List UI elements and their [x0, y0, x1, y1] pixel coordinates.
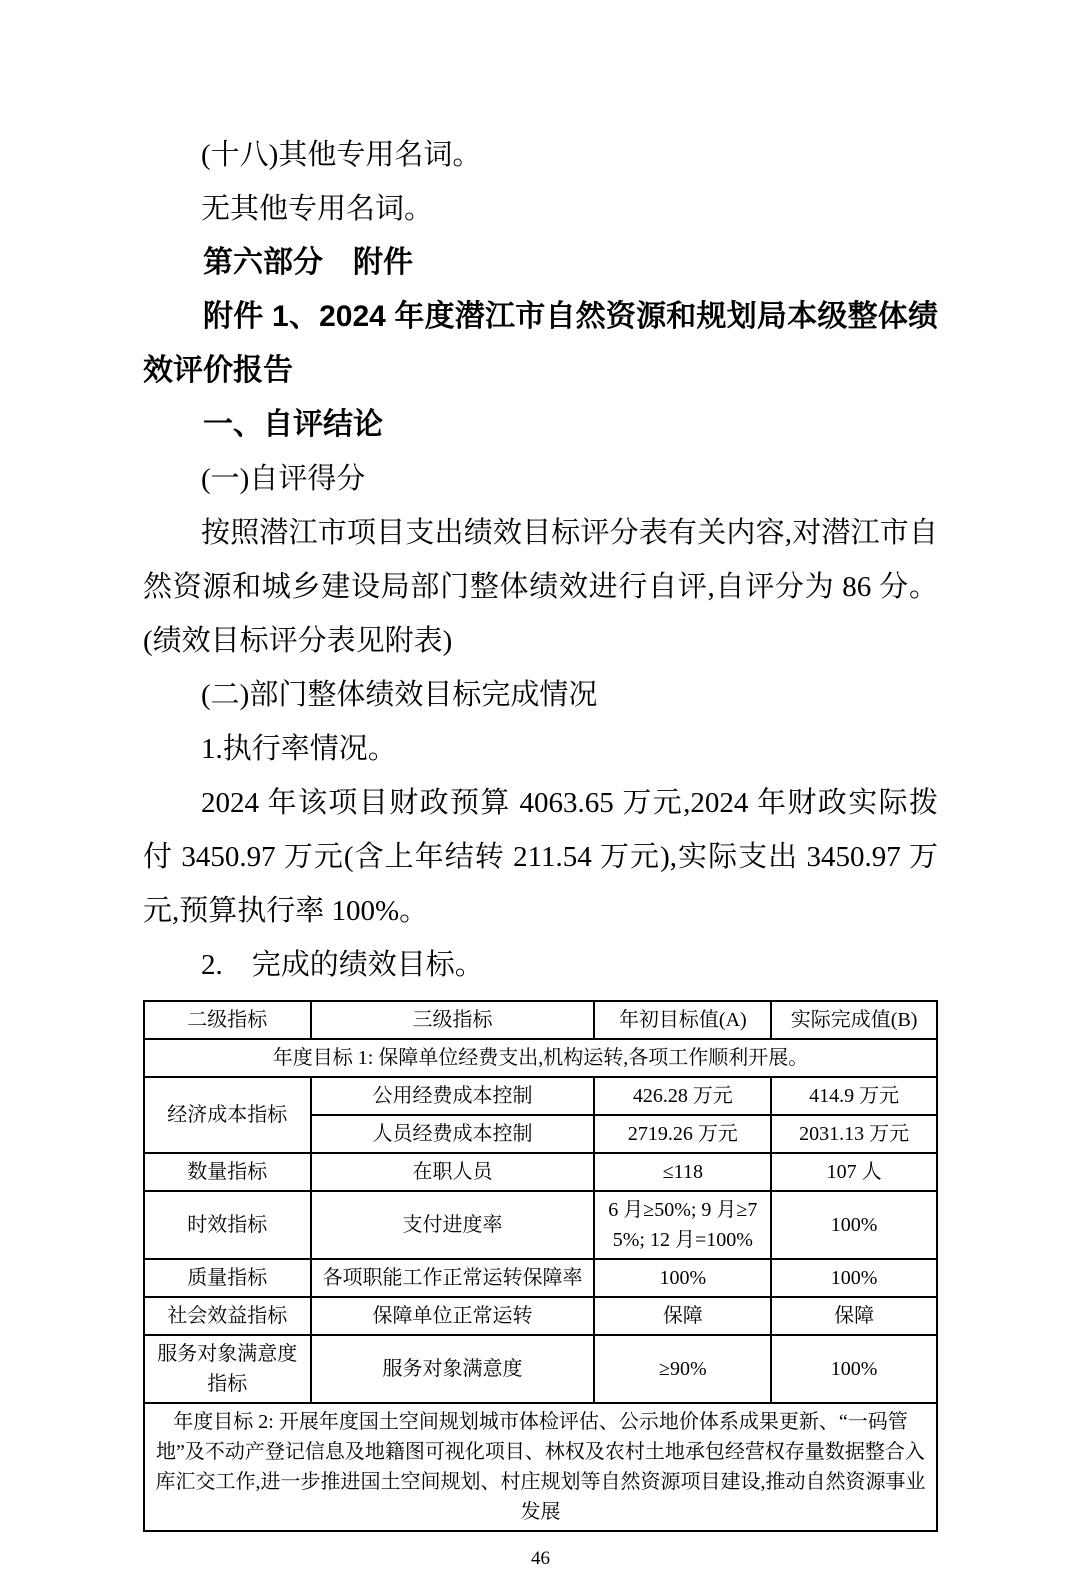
- cell-economic-label: 经济成本指标: [144, 1077, 311, 1153]
- table-row-quality: [144, 1259, 937, 1297]
- cell-satisfaction-label: 服务对象满意度指标: [144, 1335, 311, 1403]
- paragraph-execution-body: 2024 年该项目财政预算 4063.65 万元,2024 年财政实际拨付 3450.97 万元(含上年结转 211.54 万元),实际支出 3450.97 万元,预算执行率 100%。: [143, 787, 938, 927]
- cell-economic-actual-1: 414.9 万元: [771, 1077, 937, 1115]
- table-row-satisfaction: [144, 1335, 937, 1403]
- cell-social-actual: 保障: [771, 1297, 937, 1335]
- cell-quality-indicator: 各项职能工作正常运转保障率: [311, 1259, 595, 1297]
- table-row-annual-goal-1: [144, 1039, 937, 1077]
- table-row-annual-goal-2: [144, 1403, 937, 1531]
- cell-quality-target: 100%: [594, 1259, 771, 1297]
- cell-quantity-label: 数量指标: [144, 1153, 311, 1191]
- cell-economic-indicator-2: 人员经费成本控制: [311, 1115, 595, 1153]
- table-row-quantity: [144, 1153, 937, 1191]
- table-row-timeliness: [144, 1191, 937, 1259]
- cell-quality-actual: 100%: [771, 1259, 937, 1297]
- paragraph-execution-heading: 1.执行率情况。: [201, 733, 397, 765]
- cell-satisfaction-actual: 100%: [771, 1335, 937, 1403]
- cell-quality-label: 质量指标: [144, 1259, 311, 1297]
- cell-timeliness-label: 时效指标: [144, 1191, 311, 1259]
- cell-economic-target-1: 426.28 万元: [594, 1077, 771, 1115]
- performance-table: [143, 1000, 938, 1532]
- cell-satisfaction-target: ≥90%: [594, 1335, 771, 1403]
- cell-social-target: 保障: [594, 1297, 771, 1335]
- cell-social-label: 社会效益指标: [144, 1297, 311, 1335]
- cell-timeliness-target: 6 月≥50%; 9 月≥75%; 12 月=100%: [594, 1191, 771, 1259]
- paragraph-completed-goals-heading: 2. 完成的绩效目标。: [201, 949, 484, 981]
- page-number: 46: [531, 1548, 550, 1569]
- header-actual-value: 实际完成值(B): [771, 1001, 937, 1039]
- cell-timeliness-actual: 100%: [771, 1191, 937, 1259]
- paragraph-other-terms-heading: (十八)其他专用名词。: [201, 139, 482, 171]
- paragraph-score-body: 按照潜江市项目支出绩效目标评分表有关内容,对潜江市自然资源和城乡建设局部门整体绩效进行自评,自评分为 86 分。(绩效目标评分表见附表): [143, 517, 938, 657]
- header-target-value: 年初目标值(A): [594, 1001, 771, 1039]
- section-heading-self-evaluation: 一、自评结论: [203, 408, 383, 441]
- cell-satisfaction-indicator: 服务对象满意度: [311, 1335, 595, 1403]
- table-row-social: [144, 1297, 937, 1335]
- table-header-row: [144, 1001, 937, 1039]
- cell-social-indicator: 保障单位正常运转: [311, 1297, 595, 1335]
- section-heading-part6: 第六部分 附件: [203, 246, 413, 279]
- header-level3-indicator: 三级指标: [311, 1001, 595, 1039]
- cell-quantity-actual: 107 人: [771, 1153, 937, 1191]
- cell-economic-actual-2: 2031.13 万元: [771, 1115, 937, 1153]
- paragraph-other-terms-body: 无其他专用名词。: [201, 193, 434, 225]
- cell-quantity-indicator: 在职人员: [311, 1153, 595, 1191]
- subsection-heading-score: (一)自评得分: [201, 463, 366, 495]
- cell-economic-target-2: 2719.26 万元: [594, 1115, 771, 1153]
- table-row-economic-1: [144, 1077, 937, 1115]
- cell-quantity-target: ≤118: [594, 1153, 771, 1191]
- cell-economic-indicator-1: 公用经费成本控制: [311, 1077, 595, 1115]
- header-level2-indicator: 二级指标: [144, 1001, 311, 1039]
- annual-goal-2-cell: 年度目标 2: 开展年度国土空间规划城市体检评估、公示地价体系成果更新、“一码管地”及不动产登记信息及地籍图可视化项目、林权及农村土地承包经营权存量数据整合入库汇交工作,进一步推进国土空间规划、村庄规划等自然资源项目建设,推动自然资源事业发展: [144, 1403, 937, 1531]
- annual-goal-1-cell: 年度目标 1: 保障单位经费支出,机构运转,各项工作顺利开展。: [144, 1039, 937, 1077]
- attachment-title: 附件 1、2024 年度潜江市自然资源和规划局本级整体绩效评价报告: [143, 300, 938, 387]
- cell-timeliness-indicator: 支付进度率: [311, 1191, 595, 1259]
- subsection-heading-completion: (二)部门整体绩效目标完成情况: [201, 679, 598, 711]
